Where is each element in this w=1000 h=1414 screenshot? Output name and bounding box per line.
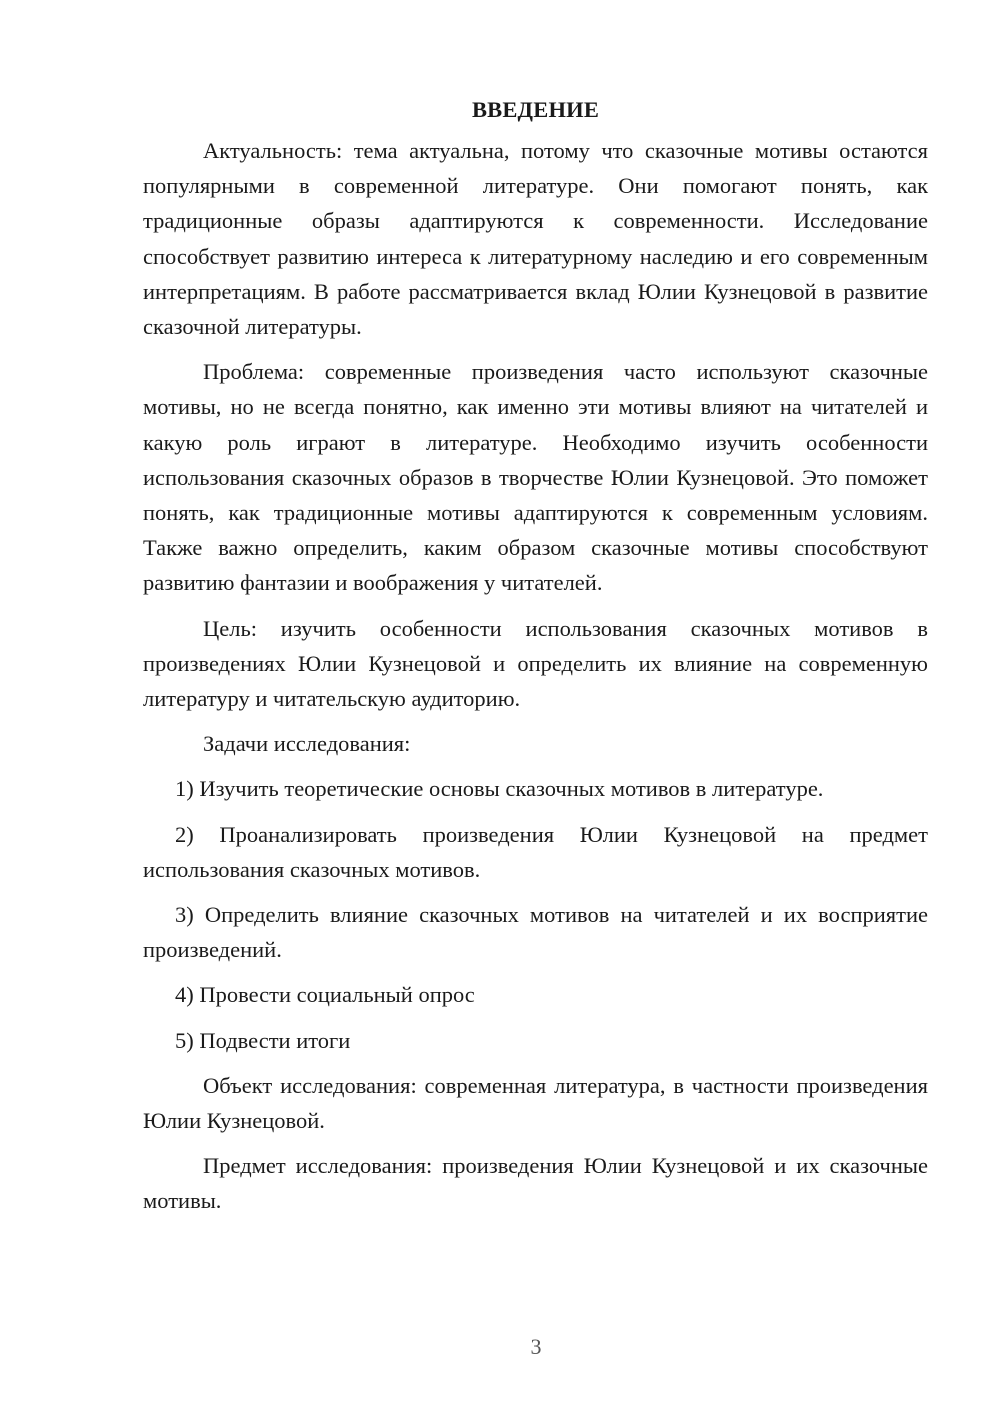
task-item-2: 2) Проанализировать произведения Юлии Кузнецовой на предмет использования сказочных мотивов.	[143, 821, 928, 882]
page-number: 3	[530, 1334, 542, 1359]
tasks-heading: Задачи исследования:	[203, 731, 411, 757]
section-title: ВВЕДЕНИЕ	[471, 97, 600, 122]
task-item-4: 4) Провести социальный опрос	[175, 982, 475, 1008]
object-paragraph: Объект исследования: современная литература, в частности произведения Юлии Кузнецовой.	[143, 1072, 928, 1134]
task-item-3: 3) Определить влияние сказочных мотивов на читателей и их восприятие произведений.	[143, 902, 928, 963]
task-item-5: 5) Подвести итоги	[175, 1027, 351, 1053]
task-item-1: 1) Изучить теоретические основы сказочных мотивов в литературе.	[175, 776, 824, 802]
page-content	[143, 94, 928, 1229]
subject-paragraph: Предмет исследования: произведения Юлии Кузнецовой и их сказочные мотивы.	[143, 1153, 928, 1214]
goal-paragraph: Цель: изучить особенности использования сказочных мотивов в произведениях Юлии Кузнецовой и определить их влияние на современную литературу и читательскую аудиторию.	[143, 615, 928, 712]
problem-paragraph: Проблема: современные произведения часто используют сказочные мотивы, но не всегда понятно, как именно эти мотивы влияют на читателей и какую роль играют в литературе. Необходимо изучить особенности использования сказочных образов в творчестве Юлии Кузнецовой. Это поможет понять, как традиционные мотивы адаптируются к современным условиям. Также важно определить, каким образом сказочные мотивы способствуют развитию фантазии и воображения у читателей.	[143, 359, 928, 596]
relevance-paragraph: Актуальность: тема актуальна, потому что сказочные мотивы остаются популярными в современной литературе. Они помогают понять, как традиционные образы адаптируются к современности. Исследование способствует развитию интереса к литературному наследию и его современным интерпретациям. В работе рассматривается вклад Юлии Кузнецовой в развитие сказочной литературы.	[143, 138, 928, 340]
